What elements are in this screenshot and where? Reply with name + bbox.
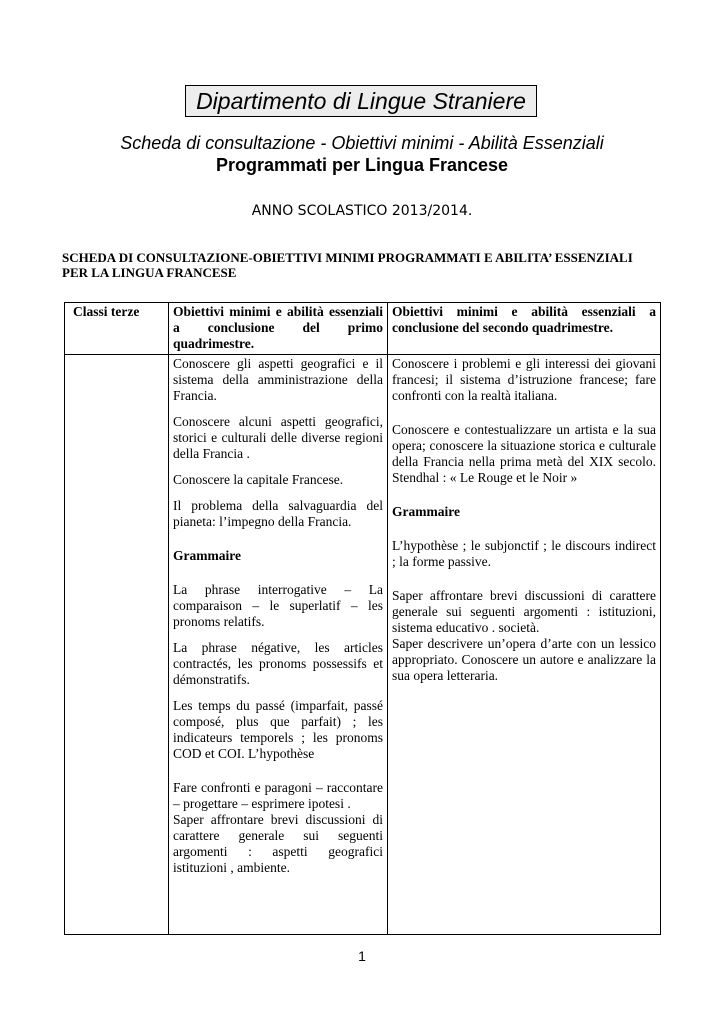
secondo-paragraph: L’hypothèse ; le subjonctif ; le discours indirect ; la forme passive.	[392, 538, 656, 569]
table-content-row	[65, 355, 661, 935]
primo-paragraph: Saper affrontare brevi discussioni di carattere generale sui seguenti argomenti : aspetti geografici istituzioni , ambiente.	[173, 812, 383, 875]
primo-paragraph: La phrase interrogative – La comparaison – le superlatif – les pronoms relatifs.	[173, 582, 383, 629]
objectives-table	[64, 302, 661, 935]
subtitle-line2: Programmati per Lingua Francese	[215, 155, 509, 175]
primo-quadrimestre-cell	[169, 355, 388, 935]
subtitle-line1: Scheda di consultazione - Obiettivi minimi - Abilità Essenziali	[120, 133, 604, 153]
empty-class-cell	[65, 355, 169, 935]
secondo-grammar-heading: Grammaire	[392, 504, 460, 519]
department-title: Dipartimento di Lingue Straniere	[185, 85, 537, 117]
primo-paragraph: Les temps du passé (imparfait, passé composé, plus que parfait) ; les indicateurs temporels ; les pronoms COD et COI. L’hypothèse	[173, 698, 383, 761]
table-header-row	[65, 303, 661, 355]
primo-paragraph: La phrase négative, les articles contractés, les pronoms possessifs et démonstratifs.	[173, 640, 383, 687]
header-secondo-quadrimestre: Obiettivi minimi e abilità essenziali a conclusione del secondo quadrimestre.	[388, 303, 661, 355]
secondo-paragraph: Conoscere e contestualizzare un artista e la sua opera; conoscere la situazione storica e culturale della Francia nella prima metà del XIX secolo. Stendhal : « Le Rouge et le Noir »	[392, 422, 656, 485]
primo-paragraph: Conoscere gli aspetti geografici e il sistema della amministrazione della Francia.	[173, 356, 383, 403]
secondo-paragraph: Conoscere i problemi e gli interessi dei giovani francesi; il sistema d’istruzione francese; fare confronti con la realtà italiana.	[392, 356, 656, 403]
secondo-quadrimestre-cell	[388, 355, 661, 935]
secondo-paragraph: Saper descrivere un’opera d’arte con un lessico appropriato. Conoscere un autore e analizzare la sua opera letteraria.	[392, 636, 656, 683]
primo-paragraph: Il problema della salvaguardia del pianeta: l’impegno della Francia.	[173, 498, 383, 529]
primo-paragraph: Conoscere alcuni aspetti geografici, storici e culturali delle diverse regioni della Francia .	[173, 414, 383, 461]
header-classi-terze: Classi terze	[65, 303, 169, 355]
header-primo-quadrimestre: Obiettivi minimi e abilità essenziali a conclusione del primo quadrimestre.	[169, 303, 388, 355]
primo-grammar-heading: Grammaire	[173, 548, 241, 563]
page-number: 1	[358, 948, 366, 964]
scheda-title: SCHEDA DI CONSULTAZIONE-OBIETTIVI MINIMI PROGRAMMATI E ABILITA’ ESSENZIALI PER LA LINGUA FRANCESE	[62, 250, 633, 280]
secondo-paragraph: Saper affrontare brevi discussioni di carattere generale sui seguenti argomenti : istituzioni, sistema educativo . società.	[392, 588, 656, 635]
primo-paragraph: Conoscere la capitale Francese.	[173, 472, 344, 487]
primo-paragraph: Fare confronti e paragoni – raccontare – progettare – esprimere ipotesi .	[173, 780, 383, 811]
school-year: ANNO SCOLASTICO 2013/2014.	[251, 203, 473, 219]
